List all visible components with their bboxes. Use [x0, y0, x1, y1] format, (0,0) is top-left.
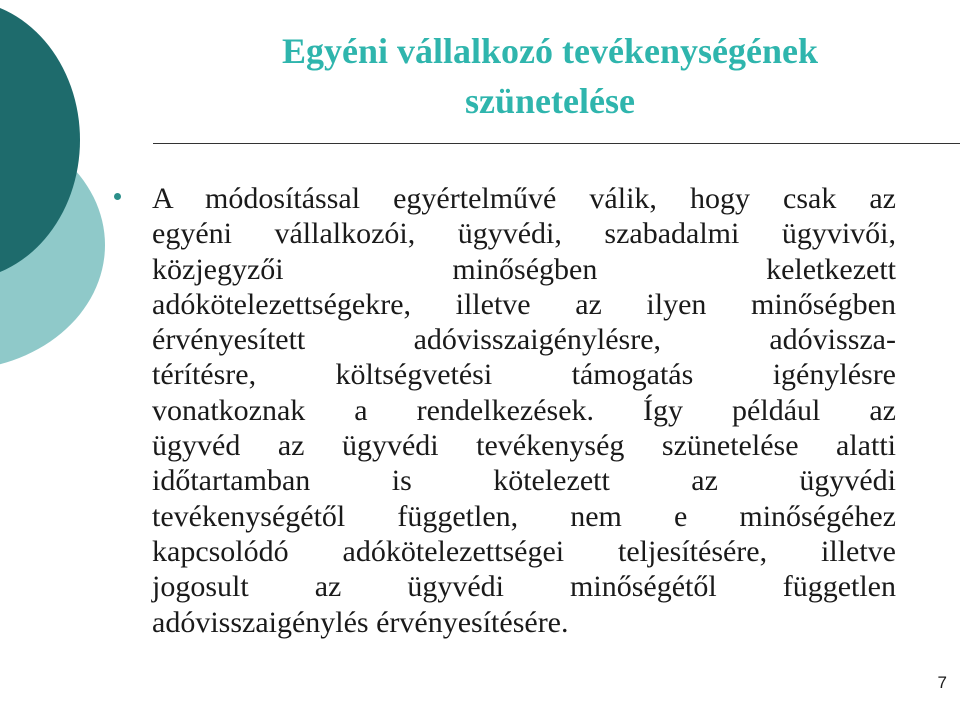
bullet-icon — [114, 193, 121, 200]
slide-title-line-2: szünetelése — [465, 81, 635, 121]
paragraph-line: időtartamban is kötelezett az ügyvédi — [152, 464, 896, 498]
paragraph-line: ügyvéd az ügyvédi tevékenység szünetelése alatti — [152, 429, 896, 463]
title-divider — [153, 143, 960, 144]
paragraph-line: egyéni vállalkozói, ügyvédi, szabadalmi ügyvivői, — [152, 217, 896, 251]
decorative-circles — [0, 0, 130, 420]
slide-title-line-1: Egyéni vállalkozó tevékenységének — [282, 31, 818, 71]
page-number: 7 — [937, 673, 947, 692]
paragraph-line: vonatkoznak a rendelkezések. Így például az — [152, 393, 896, 427]
paragraph-line: kapcsolódó adókötelezettségei teljesítésére, illetve — [152, 534, 896, 568]
slide-title — [200, 26, 900, 126]
paragraph-line: tevékenységétől független, nem e minőségéhez — [152, 499, 896, 533]
paragraph-line: A módosítással egyértelművé válik, hogy csak az — [152, 182, 896, 215]
paragraph-line: jogosult az ügyvédi minőségétől független — [152, 570, 896, 604]
paragraph-line: közjegyzői minőségben keletkezett — [152, 252, 896, 286]
paragraph-line: adókötelezettségekre, illetve az ilyen minőségben — [152, 287, 896, 321]
paragraph-line: érvényesített adóvisszaigénylésre, adóvissza- — [152, 323, 896, 357]
paragraph-line: térítésre, költségvetési támogatás igénylésre — [152, 358, 896, 392]
paragraph-line: adóvisszaigénylés érvényesítésére. — [152, 605, 569, 639]
bullet-paragraph — [152, 181, 896, 640]
